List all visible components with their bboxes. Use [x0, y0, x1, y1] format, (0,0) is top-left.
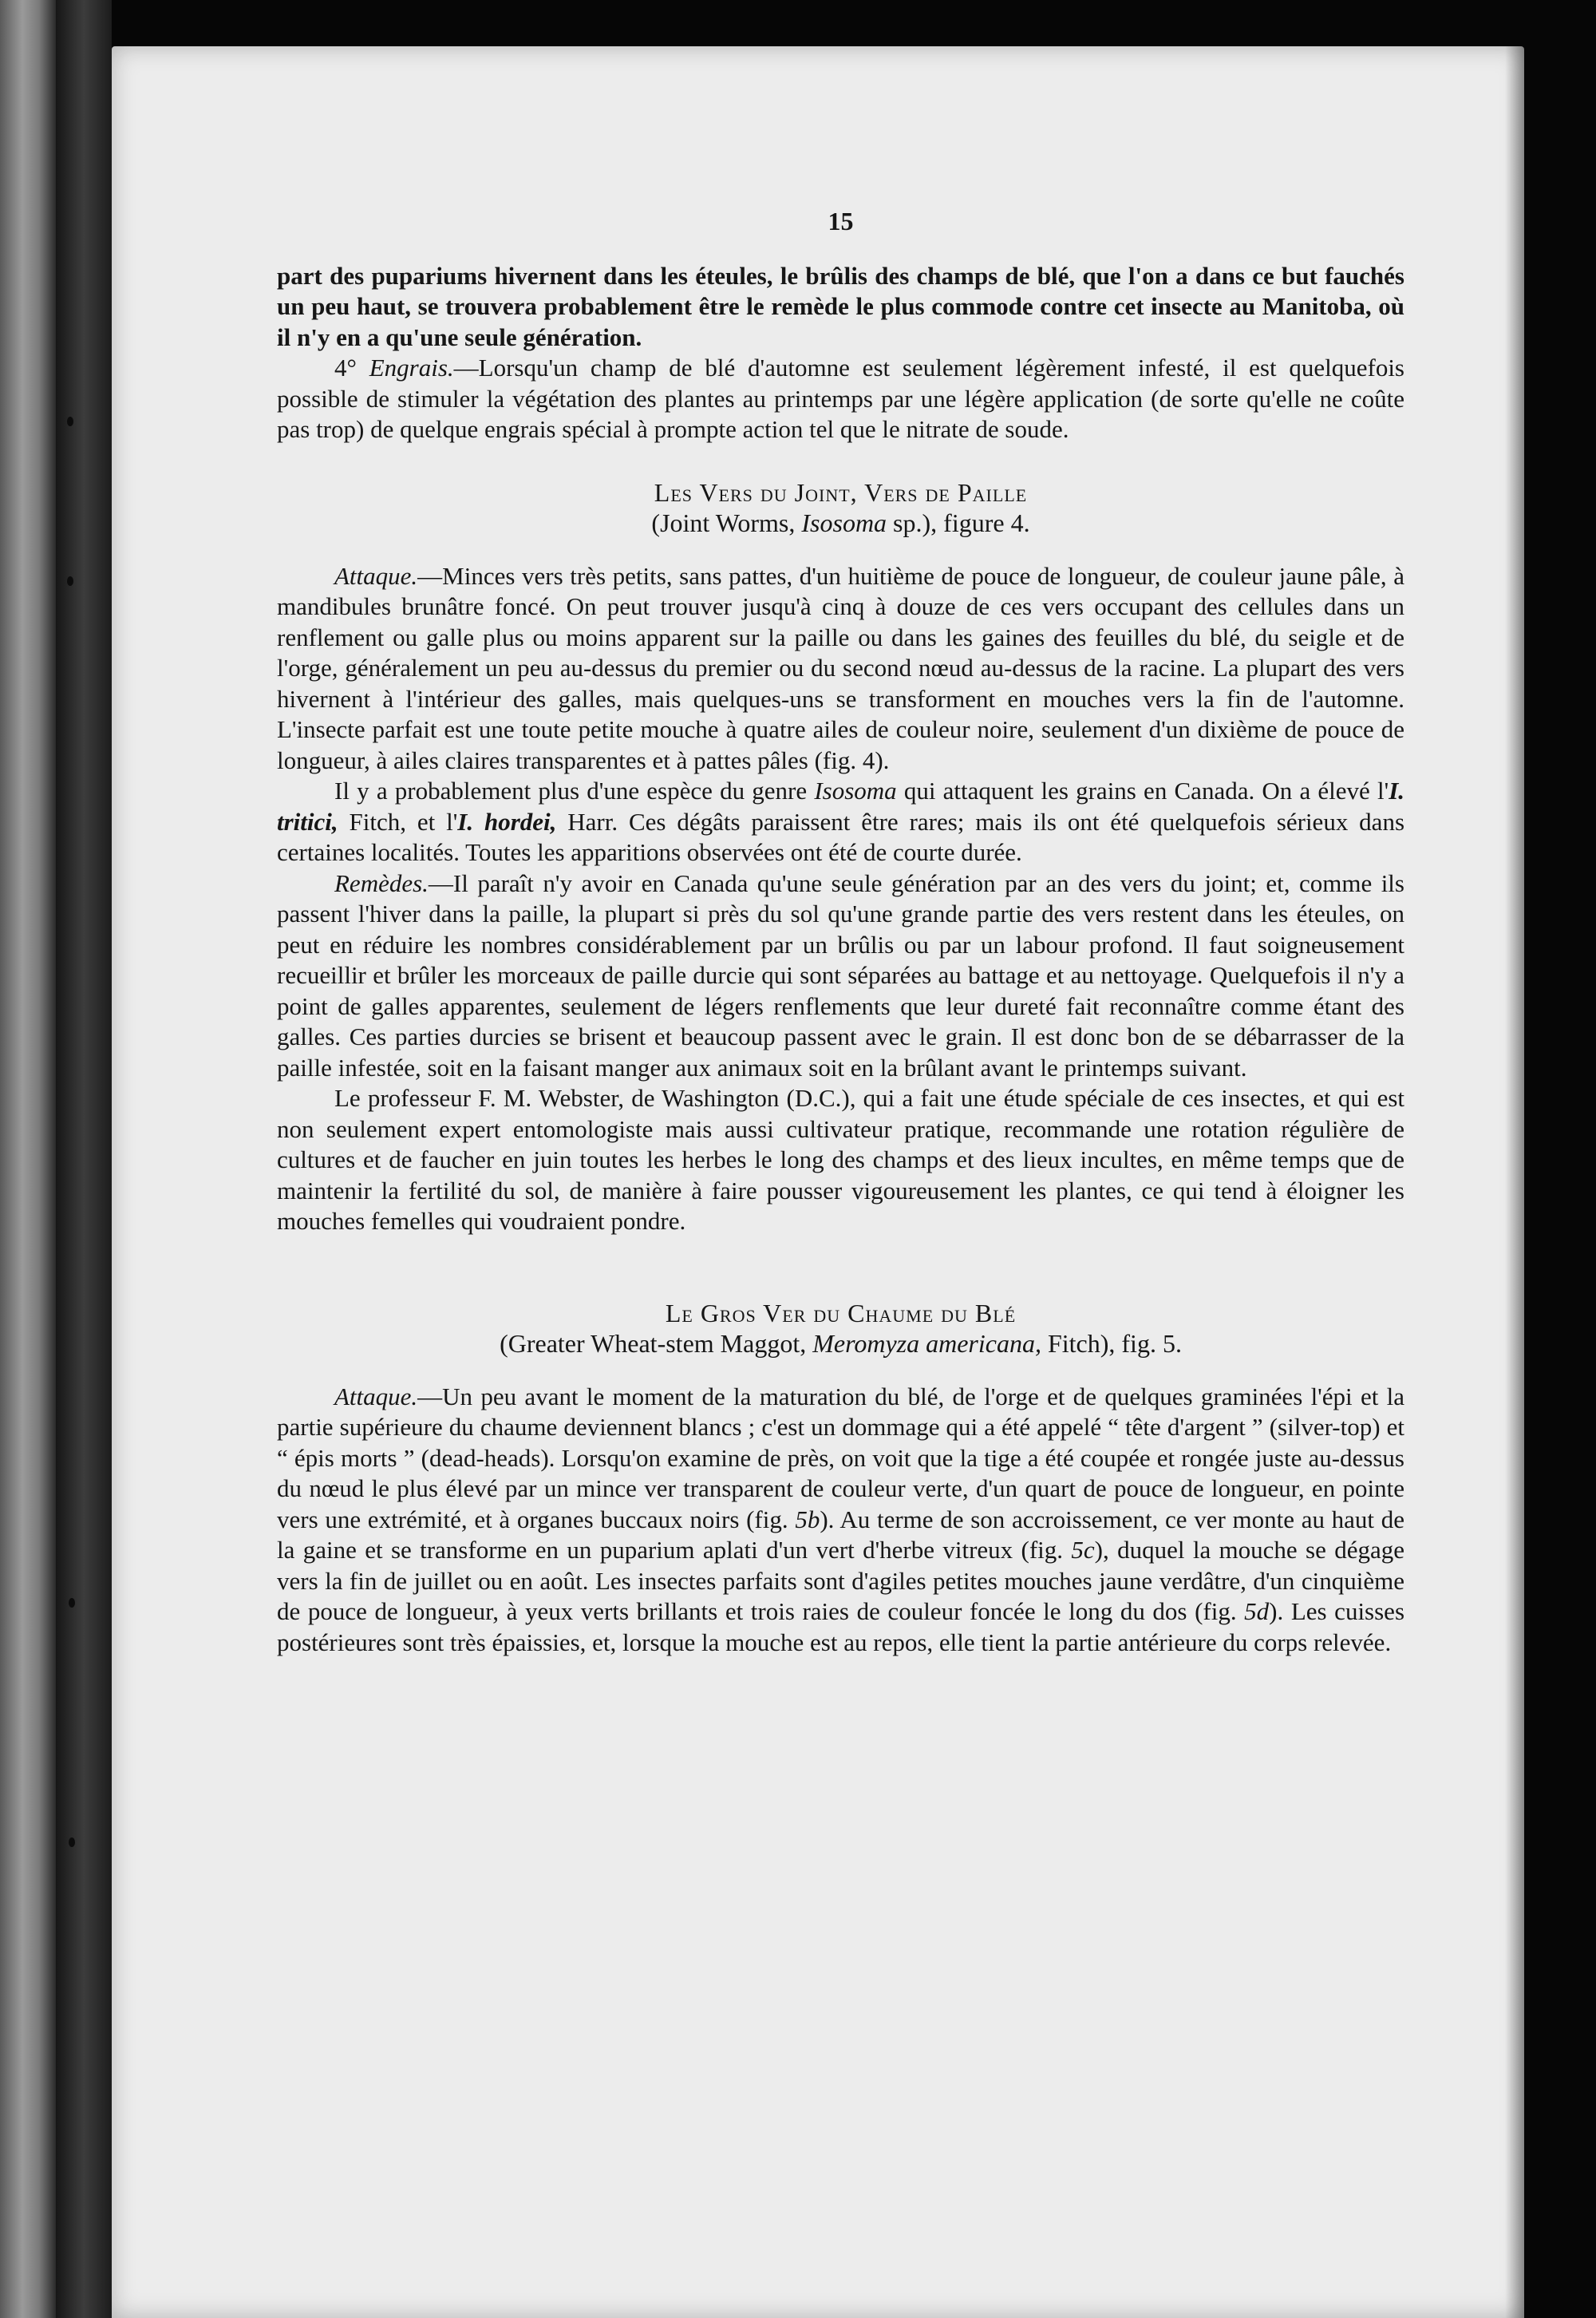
- section-title-gros-ver: Le Gros Ver du Chaume du Blé: [665, 1298, 1017, 1327]
- section-title-vers-du-joint: Les Vers du Joint, Vers de Paille: [654, 477, 1028, 507]
- attaque-paragraph-1: Attaque.—Minces vers très petits, sans pattes, d'un huitième de pouce de longueur, de couleur jaune pâle, à mandibules brunâtre foncé. On peut trouver jusqu'à cinq à douze de ces vers occupant des cellules dans un renflement ou galle plus ou moins apparent sur la paille ou dans les gaines des feuilles du blé, du seigle et de l'orge, généralement un peu au-dessus du premier ou du second nœud au-dessus de la racine. La plupart des vers hivernent à l'intérieur des galles, mais quelques-uns se transforment en mouches vers la fin de l'automne. L'insecte parfait est une toute petite mouche à quatre ailes de couleur noire, seulement d'un dixième de pouce de longueur, à ailes claires transparentes et à pattes pâles (fig. 4).: [277, 561, 1404, 774]
- remedes-label: Remèdes.: [334, 868, 429, 897]
- section-subtitle-wheat-stem-maggot: (Greater Wheat-stem Maggot, Meromyza americana, Fitch), fig. 5.: [500, 1329, 1182, 1358]
- intro-block: [277, 261, 1404, 354]
- attaque-label-2: Attaque.: [334, 1382, 418, 1410]
- previous-page-edge: [0, 0, 56, 2318]
- attaque-label: Attaque.: [334, 561, 418, 590]
- section-subtitle-joint-worms: (Joint Worms, Isosoma sp.), figure 4.: [651, 508, 1030, 537]
- scan-specks: [56, 399, 80, 1996]
- page-number: 15: [828, 207, 854, 235]
- engrais-number: 4°: [334, 354, 357, 382]
- attaque-paragraph-2: Attaque.—Un peu avant le moment de la maturation du blé, de l'orge et de quelques graminées l'épi et la partie supérieure du chaume deviennent blancs ; c'est un dommage qui a été appelé “ tête d'argent ” (silver-top) et “ épis morts ” (dead-heads). Lorsqu'on examine de près, on voit que la tige a été coupée et rongée juste au-dessus du nœud le plus élevé par un mince ver transparent de couleur verte, d'un quart de pouce de longueur, en pointe vers une extrémité, et à organes buccaux noirs (fig. 5b). Au terme de son accroissement, ce ver monte au haut de la gaine et se transforme en un puparium aplati d'un vert d'herbe vitreux (fig. 5c), duquel la mouche se dégage vers la fin de juillet ou en août. Les insectes parfaits sont d'agiles petites mouches jaune verdâtre, d'un cinquième de pouce de longueur, à yeux verts brillants et trois raies de couleur foncée le long du dos (fig. 5d). Les cuisses postérieures sont très épaissies, et, lorsque la mouche est au repos, elle tient la partie antérieure du corps relevée.: [277, 1382, 1405, 1656]
- intro-paragraph: part des pupariums hivernent dans les éteules, le brûlis des champs de blé, que l'on a dans ce but fauchés un peu haut, se trouvera probablement être le remède le plus commode contre cet insecte au Manitoba, où il n'y en a qu'une seule génération.: [277, 261, 1404, 351]
- remedes-paragraph: Remèdes.—Il paraît n'y avoir en Canada qu'une seule génération par an des vers du joint; et, comme ils passent l'hiver dans la paille, la plupart si près du sol qu'une grande partie des vers restent dans les éteules, on peut en réduire les nombres considérablement par un brûlis ou par un labour profond. Il faut soigneusement recueillir et brûler les morceaux de paille durcie qui sont séparées au battage et au nettoyage. Quelquefois il n'y a point de galles apparentes, seulement de légers renflements que leur dureté fait reconnaître comme étant des galles. Ces parties durcies se brisent et beaucoup passent avec le grain. Il est donc bon de se débarrasser de la paille infestée, soit en la faisant manger aux animaux soit en la brûlant avant le printemps suivant.: [277, 868, 1404, 1082]
- engrais-paragraph: [277, 353, 1404, 445]
- engrais-text: —Lorsqu'un champ de blé d'automne est seulement légèrement infesté, il est quelquefois possible de stimuler la végétation des plantes au printemps par une légère application (de sorte qu'elle ne coûte pas trop) de quelque engrais spécial à prompte action tel que le nitrate de soude.: [277, 354, 1404, 443]
- engrais-label: Engrais.: [369, 354, 454, 382]
- webster-paragraph: Le professeur F. M. Webster, de Washington (D.C.), qui a fait une étude spéciale de ces insectes, et qui est non seulement expert entomologiste mais aussi cultivateur pratique, recommande une rotation régulière de cultures et de faucher en juin toutes les herbes le long des champs et des lieux incultes, en même temps que de maintenir la fertilité du sol, de manière à faire pousser vigoureusement les plantes, ce qui tend à éloigner les mouches femelles qui voudraient pondre.: [277, 1084, 1404, 1235]
- page-text: [277, 206, 1404, 1658]
- species-paragraph: Il y a probablement plus d'une espèce du genre Isosoma qui attaquent les grains en Canada. On a élevé l'I. tritici, Fitch, et l'I. hordei, Harr. Ces dégâts paraissent être rares; mais ils ont été quelquefois sérieux dans certaines localités. Toutes les apparitions observées ont été de courte durée.: [277, 777, 1405, 866]
